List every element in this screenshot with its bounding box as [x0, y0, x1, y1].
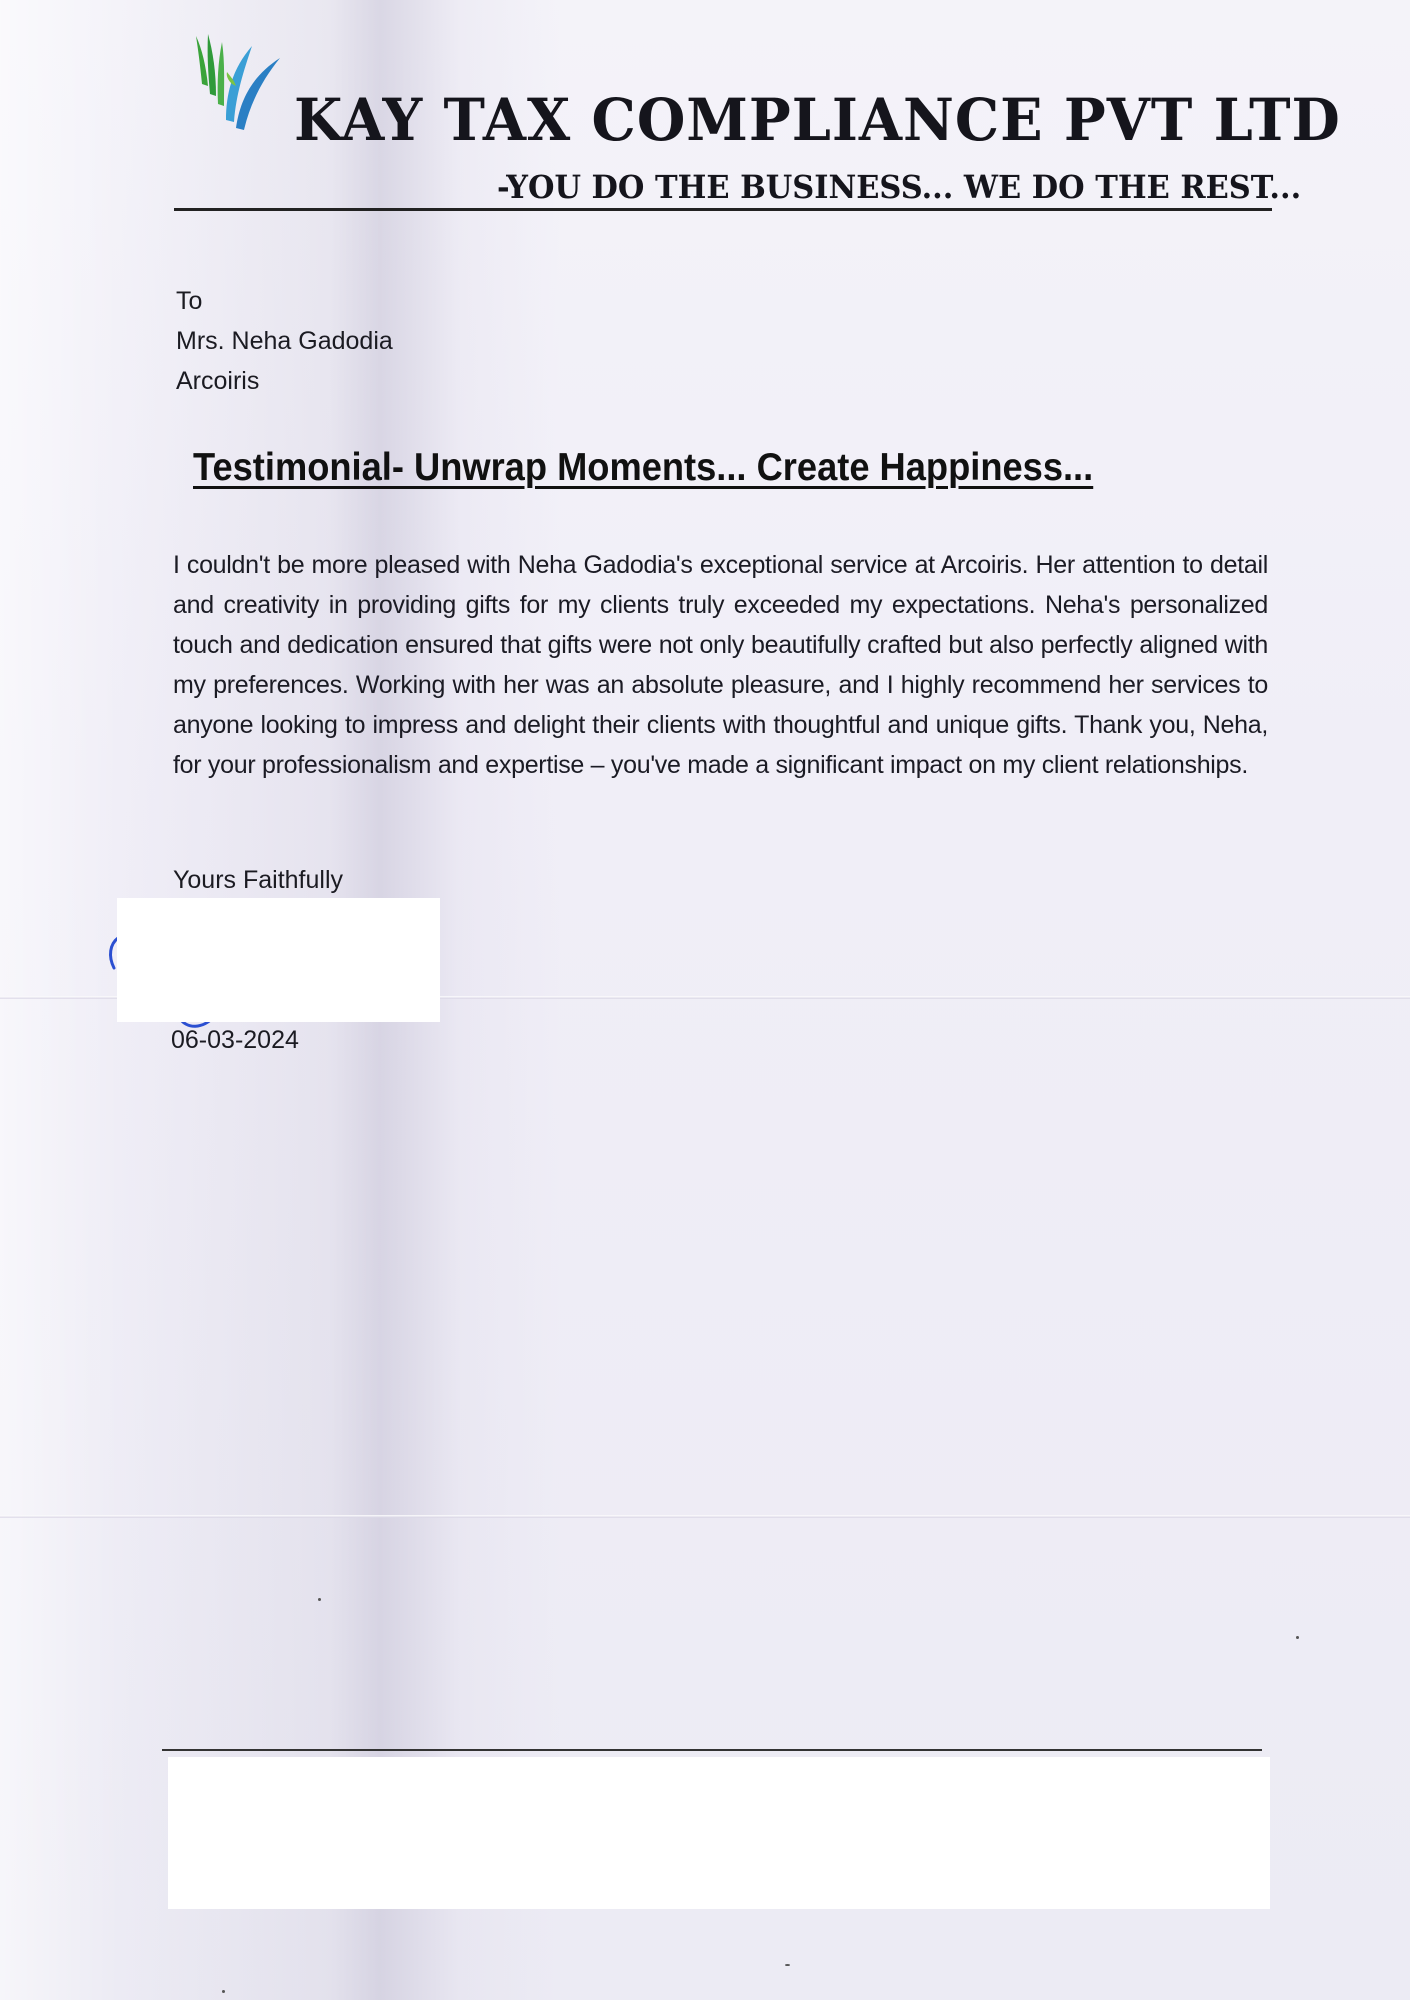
- footer-redaction: [168, 1757, 1270, 1909]
- header-divider: [174, 208, 1272, 211]
- paper-fold-line: [0, 1515, 1410, 1518]
- recipient-organization: Arcoiris: [176, 367, 260, 395]
- recipient-name: Mrs. Neha Gadodia: [176, 327, 393, 355]
- paper-speck: [1296, 1636, 1299, 1639]
- letter-body: I couldn't be more pleased with Neha Gadodia's exceptional service at Arcoiris. Her attention to detail and creativity in providing gifts for my clients truly exceeded my expectations. Neha's personalized touch and dedication ensured that gifts were not only beautifully crafted but also perfectly aligned with my preferences. Working with her was an absolute pleasure, and I highly recommend her services to anyone looking to impress and delight their clients with thoughtful and unique gifts. Thank you, Neha, for your professionalism and expertise – you've made a significant impact on my client relationships.: [173, 551, 1268, 779]
- footer-divider: [162, 1749, 1262, 1751]
- letter-date: 06-03-2024: [171, 1026, 299, 1054]
- paper-speck: [318, 1598, 321, 1601]
- recipient-salutation: To: [176, 287, 203, 315]
- paper-speck: [785, 1964, 790, 1966]
- company-name: KAY TAX COMPLIANCE PVT LTD: [294, 86, 1341, 154]
- paper-speck: [222, 1990, 225, 1993]
- kay-tax-logo-icon: [192, 24, 292, 136]
- signature-redaction: [117, 898, 440, 1022]
- company-tagline: -YOU DO THE BUSINESS... WE DO THE REST...: [497, 168, 1302, 206]
- letter-subject: Testimonial- Unwrap Moments... Create Happiness...: [193, 446, 1094, 489]
- closing-line: Yours Faithfully: [173, 866, 343, 894]
